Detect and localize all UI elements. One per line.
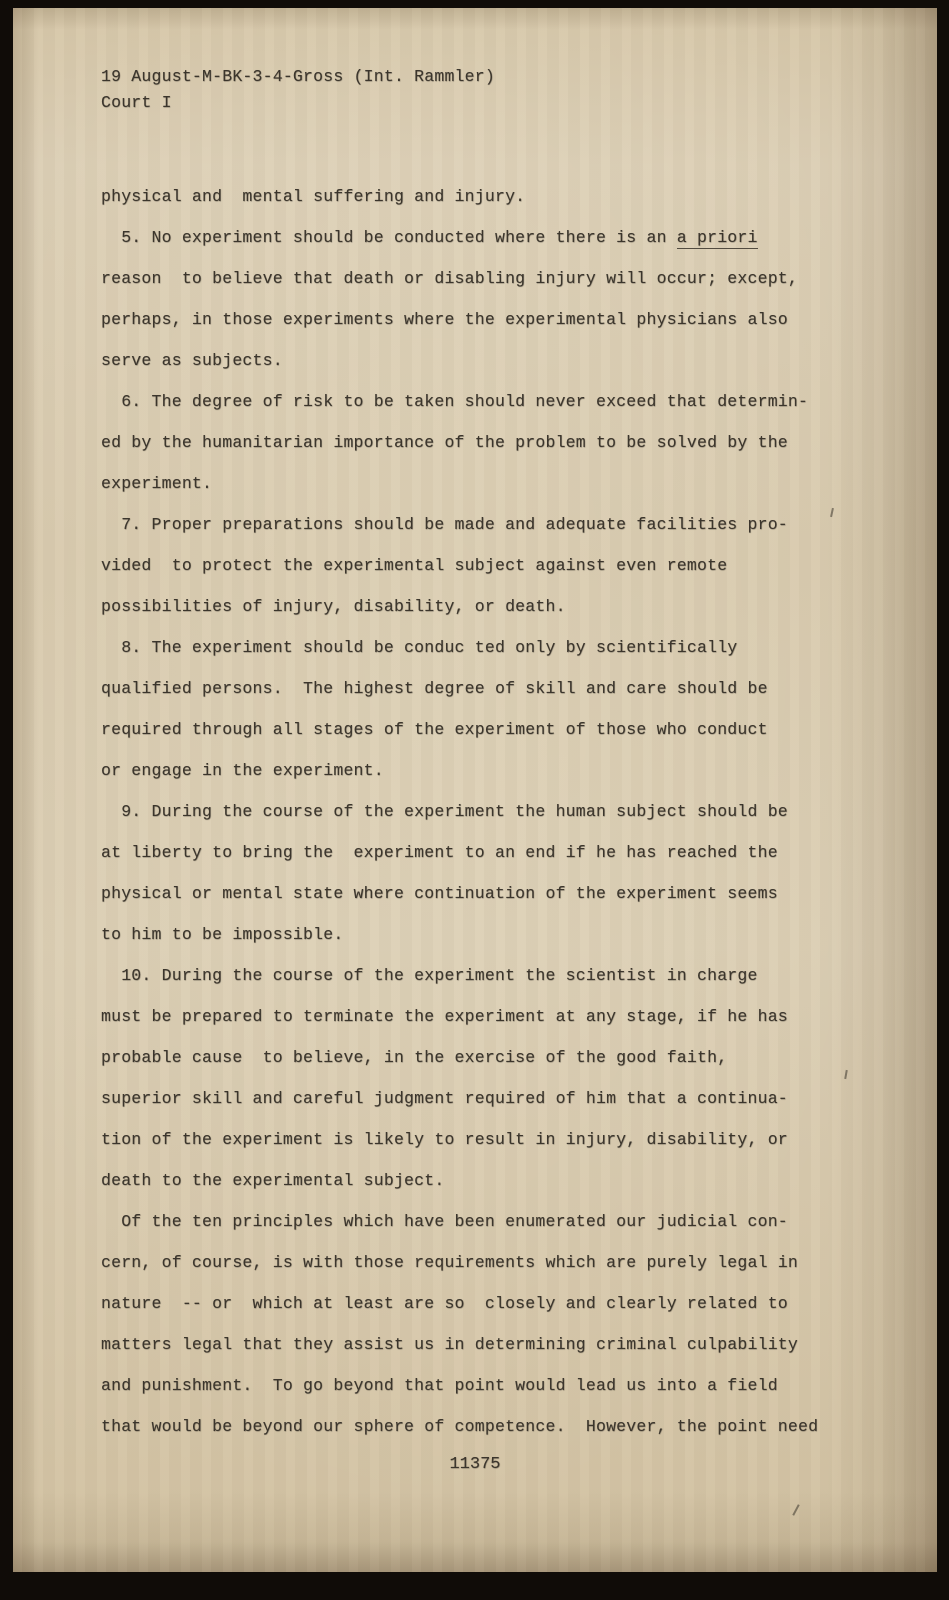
- text-line: or engage in the experiment.: [101, 761, 384, 780]
- text-segment: 5. No experiment should be conducted where there is an: [101, 228, 677, 247]
- text-line: and punishment. To go beyond that point would lead us into a field: [101, 1376, 778, 1395]
- document-header: [101, 64, 495, 116]
- text-line: 8. The experiment should be conduc ted only by scientifically: [101, 638, 738, 657]
- document-page: [13, 8, 937, 1572]
- text-line: to him to be impossible.: [101, 925, 344, 944]
- page-number: 11375: [449, 1455, 501, 1474]
- text-line: nature -- or which at least are so closely and clearly related to: [101, 1294, 788, 1313]
- text-line: 9. During the course of the experiment the human subject should be: [101, 802, 788, 821]
- text-line: required through all stages of the experiment of those who conduct: [101, 720, 768, 739]
- text-line: Of the ten principles which have been enumerated our judicial con-: [101, 1212, 788, 1231]
- text-line: ed by the humanitarian importance of the problem to be solved by the: [101, 433, 788, 452]
- text-line: that would be beyond our sphere of competence. However, the point need: [101, 1417, 819, 1436]
- text-line: possibilities of injury, disability, or death.: [101, 597, 566, 616]
- text-line: cern, of course, is with those requirements which are purely legal in: [101, 1253, 799, 1272]
- text-line: physical and mental suffering and injury.: [101, 187, 526, 206]
- text-line: serve as subjects.: [101, 351, 283, 370]
- text-line: qualified persons. The highest degree of skill and care should be: [101, 679, 768, 698]
- header-line-2: Court I: [101, 93, 172, 112]
- text-line: matters legal that they assist us in determining criminal culpability: [101, 1335, 799, 1354]
- text-line: death to the experimental subject.: [101, 1171, 445, 1190]
- underlined-term: a priori: [676, 228, 758, 247]
- text-line: vided to protect the experimental subject against even remote: [101, 556, 728, 575]
- text-line: tion of the experiment is likely to result in injury, disability, or: [101, 1130, 788, 1149]
- text-line: at liberty to bring the experiment to an end if he has reached the: [101, 843, 778, 862]
- text-line: must be prepared to terminate the experiment at any stage, if he has: [101, 1007, 788, 1026]
- text-line: experiment.: [101, 474, 213, 493]
- text-line: 6. The degree of risk to be taken should never exceed that determin-: [101, 392, 809, 411]
- document-body: [101, 176, 877, 1447]
- text-lines: [101, 258, 877, 1447]
- text-line: superior skill and careful judgment required of him that a continua-: [101, 1089, 788, 1108]
- text-line: 7. Proper preparations should be made and adequate facilities pro-: [101, 515, 788, 534]
- text-line: probable cause to believe, in the exercise of the good faith,: [101, 1048, 728, 1067]
- text-line: [101, 217, 877, 258]
- header-line-1: 19 August-M-BK-3-4-Gross (Int. Rammler): [101, 67, 495, 86]
- text-line: 10. During the course of the experiment the scientist in charge: [101, 966, 758, 985]
- text-line: physical or mental state where continuation of the experiment seems: [101, 884, 778, 903]
- scan-artifact: [792, 1504, 799, 1516]
- text-line: reason to believe that death or disabling injury will occur; except,: [101, 269, 799, 288]
- text-line: perhaps, in those experiments where the experimental physicians also: [101, 310, 788, 329]
